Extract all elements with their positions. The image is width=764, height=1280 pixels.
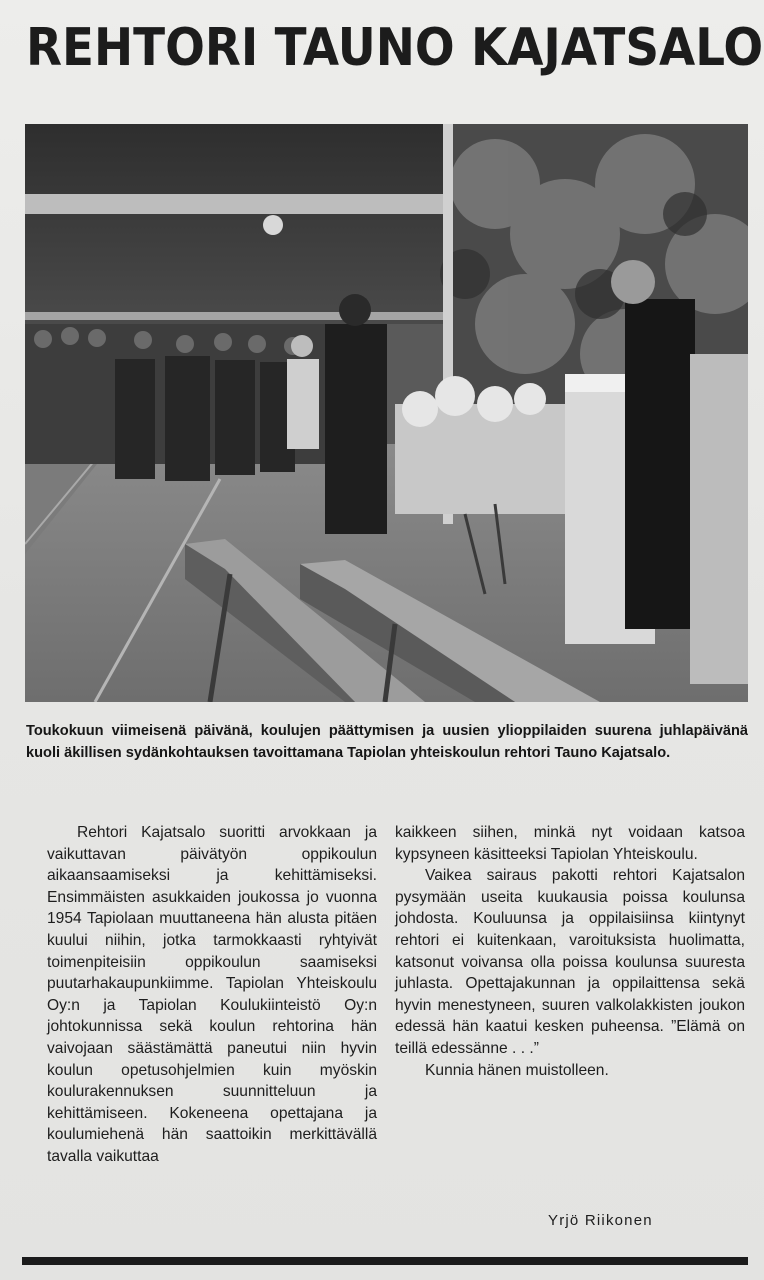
photo-caption: Toukokuun viimeisenä päivänä, koulujen päättymisen ja uusien ylioppilaiden suurena juhlapäivänä kuoli äkillisen sydänkohtauksen tavoittamana Tapiolan yhteiskoulun rehtori Tauno Kajatsalo. [26,723,748,761]
article-column-left [47,822,377,1168]
article-column-right [395,822,745,1081]
article-headline: REHTORI TAUNO KAJATSALO [26,18,764,78]
body-paragraph: kaikkeen siihen, minkä nyt voidaan katsoa kypsyneen käsitteeksi Tapiolan Yhteiskoulu. [395,824,745,863]
bottom-rule [22,1257,748,1265]
body-paragraph: Vaikea sairaus pakotti rehtori Kajatsalon pysymään useita kuukausia poissa koulunsa johdosta. Kouluunsa ja oppilaisiinsa kiintynyt rehtori ei kuitenkaan, varoituksista huolimatta, katsonut voivansa olla poissa koulunsa suuresta juhlasta. Opettajakunnan ja oppilaittensa sekä hyvin menestyneen, suuren valkolakkisten joukon edessä hän kaatui kesken puheensa. ”Elämä on teillä edessänne . . .” [395,867,745,1057]
body-paragraph: Kunnia hänen muistolleen. [425,1061,609,1079]
photo-illustration [25,124,748,702]
body-paragraph: Rehtori Kajatsalo suoritti arvokkaan ja vaikuttavan päivätyön oppikoulun aikaansaamiseksi ja kehittämiseksi. Ensimmäisten asukkaiden joukossa jo vuonna 1954 Tapiolaan muuttaneena hän alusta pitäen kuului niihin, jotka tarmokkaasti ryhtyivät toimenpiteisiin oppikoulun saamiseksi puutarhakaupunkiimme. Tapiolan Yhteiskoulu Oy:n ja Tapiolan Koulukiinteistö Oy:n johtokunnissa sekä koulun rehtorina hän vaivojaan säästämättä paneutui niin hyvin koulun opetusohjelmien kuin myöskin koulurakennuksen suunnitteluun ja kehittämiseen. Kokeneena opettajana ja koulumiehenä hän saattoikin merkittävällä tavalla vaikuttaa [47,824,377,1165]
author-byline: Yrjö Riikonen [548,1212,653,1229]
article-photo [25,124,748,702]
